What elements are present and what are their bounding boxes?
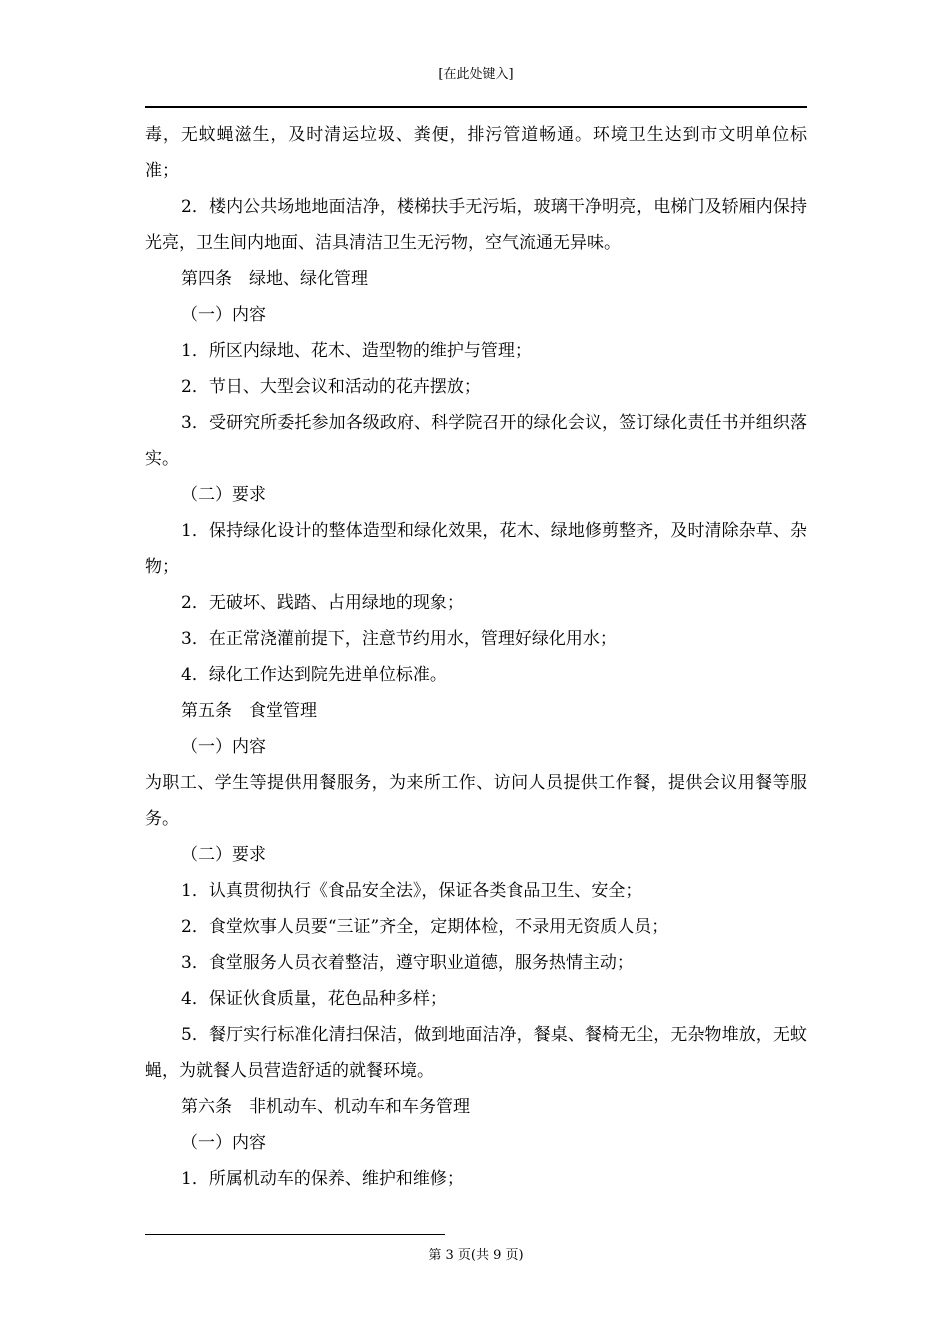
list-item: 5．餐厅实行标准化清扫保洁，做到地面洁净，餐桌、餐椅无尘，无杂物堆放，无蚊蝇，为就餐人员营造舒适的就餐环境。 — [145, 1025, 807, 1081]
list-item: 1．认真贯彻执行《食品安全法》，保证各类食品卫生、安全； — [181, 881, 643, 901]
page-number: 第 3 页(共 9 页) — [428, 1248, 524, 1263]
list-item: 3．受研究所委托参加各级政府、科学院召开的绿化会议，签订绿化责任书并组织落实。 — [145, 413, 807, 469]
list-item: 3．在正常浇灌前提下，注意节约用水，管理好绿化用水； — [181, 629, 617, 649]
list-item: 2．食堂炊事人员要“三证”齐全，定期体检，不录用无资质人员； — [181, 917, 669, 937]
list-item: 1．保持绿化设计的整体造型和绿化效果，花木、绿地修剪整齐，及时清除杂草、杂物； — [145, 521, 807, 577]
section-heading: 第四条 绿地、绿化管理 — [181, 269, 368, 289]
paragraph: 毒，无蚊蝇滋生，及时清运垃圾、粪便，排污管道畅通。环境卫生达到市文明单位标准； — [145, 125, 807, 181]
subsection-heading: （二）要求 — [181, 845, 266, 865]
subsection-heading: （一）内容 — [181, 1133, 266, 1153]
document-body — [145, 117, 807, 1197]
page-header: [在此处键入] — [438, 67, 514, 82]
paragraph: 2．楼内公共场地地面洁净，楼梯扶手无污垢，玻璃干净明亮，电梯门及轿厢内保持光亮，卫生间内地面、洁具清洁卫生无污物，空气流通无异味。 — [145, 197, 807, 253]
section-heading: 第六条 非机动车、机动车和车务管理 — [181, 1097, 470, 1117]
subsection-heading: （二）要求 — [181, 485, 266, 505]
header-divider — [145, 106, 807, 108]
list-item: 4．保证伙食质量，花色品种多样； — [181, 989, 447, 1009]
list-item: 3．食堂服务人员衣着整洁，遵守职业道德，服务热情主动； — [181, 953, 634, 973]
footer-divider — [145, 1234, 445, 1235]
section-heading: 第五条 食堂管理 — [181, 701, 317, 721]
list-item: 4．绿化工作达到院先进单位标准。 — [181, 665, 447, 685]
subsection-heading: （一）内容 — [181, 737, 266, 757]
list-item: 1．所区内绿地、花木、造型物的维护与管理； — [181, 341, 532, 361]
list-item: 1．所属机动车的保养、维护和维修； — [181, 1169, 464, 1189]
paragraph: 为职工、学生等提供用餐服务，为来所工作、访问人员提供工作餐，提供会议用餐等服务。 — [145, 773, 807, 829]
subsection-heading: （一）内容 — [181, 305, 266, 325]
list-item: 2．无破坏、践踏、占用绿地的现象； — [181, 593, 464, 613]
list-item: 2．节日、大型会议和活动的花卉摆放； — [181, 377, 481, 397]
